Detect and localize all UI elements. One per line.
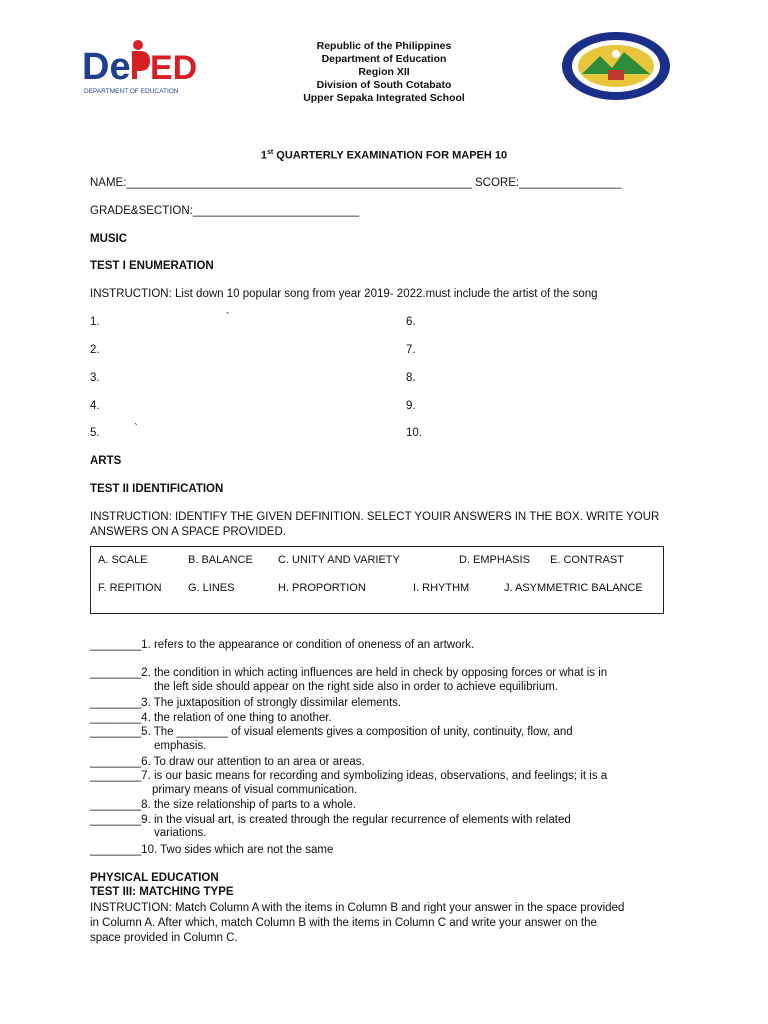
- item-text: 10. Two sides which are not the same: [141, 844, 334, 856]
- answer-blank[interactable]: ________: [90, 770, 142, 782]
- test2-title: TEST II IDENTIFICATION: [90, 483, 224, 495]
- item-text: 1. refers to the appearance or condition of oneness of an artwork.: [141, 639, 475, 651]
- answer-number: 6.: [406, 316, 416, 328]
- school-seal-logo: [560, 30, 672, 102]
- answer-blank[interactable]: ________: [90, 756, 142, 768]
- answer-number: 10.: [406, 427, 422, 439]
- answer-number: 9.: [406, 400, 416, 412]
- header-line: Upper Sepaka Integrated School: [303, 92, 465, 104]
- identification-item: [90, 666, 650, 681]
- name-score-field[interactable]: NAME:______________________________________________________ SCORE:________________: [90, 177, 622, 189]
- choice-item: A. SCALE: [98, 554, 148, 566]
- title-ordinal: 1: [260, 149, 267, 162]
- answer-blank[interactable]: ________: [90, 712, 142, 724]
- identification-item: [90, 711, 650, 726]
- stray-mark: `: [134, 423, 138, 435]
- test3-instruction: INSTRUCTION: Match Column A with the items in Column B and right your answer in the space provided: [90, 902, 625, 914]
- title-text: QUARTERLY EXAMINATION FOR MAPEH 10: [273, 149, 508, 162]
- identification-item: [90, 755, 650, 770]
- pe-heading: PHYSICAL EDUCATION: [90, 872, 219, 884]
- item-text-cont: emphasis.: [154, 740, 207, 752]
- item-text-cont: the left side should appear on the right side also in order to achieve equilibrium.: [154, 681, 559, 693]
- choice-item: F. REPITION: [98, 582, 162, 594]
- item-text: 4. the relation of one thing to another.: [141, 712, 332, 724]
- arts-heading: ARTS: [90, 455, 122, 467]
- item-text: 9. in the visual art, is created through the regular recurrence of elements with related: [141, 814, 571, 826]
- test3-instruction-cont: space provided in Column C.: [90, 932, 238, 944]
- choice-item: C. UNITY AND VARIETY: [278, 554, 400, 566]
- item-text: 2. the condition in which acting influences are held in check by opposing forces or what is in: [141, 667, 608, 679]
- test2-instruction: INSTRUCTION: IDENTIFY THE GIVEN DEFINITION. SELECT YOUIR ANSWERS IN THE BOX. WRITE YOUR: [90, 511, 660, 523]
- choice-item: H. PROPORTION: [278, 582, 366, 594]
- header-line: Department of Education: [321, 53, 447, 65]
- identification-item: [90, 843, 650, 858]
- answer-blank[interactable]: ________: [90, 814, 142, 826]
- choice-item: E. CONTRAST: [550, 554, 624, 566]
- deped-subtext: DEPARTMENT OF EDUCATION: [84, 88, 179, 95]
- answer-number: 4.: [90, 400, 100, 412]
- item-text: 8. the size relationship of parts to a whole.: [141, 799, 356, 811]
- item-text: 5. The ________ of visual elements gives a composition of unity, continuity, flow, and: [141, 726, 573, 738]
- choice-item: D. EMPHASIS: [459, 554, 530, 566]
- choice-item: I. RHYTHM: [413, 582, 470, 594]
- test2-instruction-cont: ANSWERS ON A SPACE PROVIDED.: [90, 526, 286, 538]
- identification-item: [90, 725, 650, 740]
- answer-blank[interactable]: ________: [90, 697, 142, 709]
- answer-number: 2.: [90, 344, 100, 356]
- exam-title: [0, 149, 768, 162]
- answer-blank[interactable]: ________: [90, 844, 142, 856]
- music-heading: MUSIC: [90, 233, 128, 245]
- identification-item: [90, 813, 650, 828]
- item-text: 6. To draw our attention to an area or areas.: [141, 756, 365, 768]
- identification-item: [90, 696, 650, 711]
- item-text-cont: variations.: [154, 827, 207, 839]
- answer-blank[interactable]: ________: [90, 667, 142, 679]
- answer-blank[interactable]: ________: [90, 639, 142, 651]
- header-line: Division of South Cotabato: [316, 79, 452, 91]
- choice-item: J. ASYMMETRIC BALANCE: [504, 582, 643, 594]
- item-text-cont: primary means of visual communication.: [152, 784, 358, 796]
- answer-choices-box: [90, 546, 664, 614]
- header-line: Republic of the Philippines: [316, 40, 452, 52]
- grade-section-field[interactable]: GRADE&SECTION:__________________________: [90, 205, 360, 217]
- choice-item: G. LINES: [188, 582, 235, 594]
- identification-item: [90, 798, 650, 813]
- choice-item: B. BALANCE: [188, 554, 253, 566]
- item-text: 3. The juxtaposition of strongly dissimilar elements.: [141, 697, 402, 709]
- item-text: 7. is our basic means for recording and symbolizing ideas, observations, and feelings; it is a: [141, 770, 608, 782]
- header-line: Region XII: [358, 66, 410, 78]
- svg-text:De: De: [82, 46, 131, 88]
- answer-blank[interactable]: ________: [90, 799, 142, 811]
- identification-item: [90, 769, 650, 784]
- answer-number: 7.: [406, 344, 416, 356]
- answer-blank[interactable]: ________: [90, 726, 142, 738]
- answer-number: 1.: [90, 316, 100, 328]
- test1-title: TEST I ENUMERATION: [90, 260, 214, 272]
- test3-instruction-cont: in Column A. After which, match Column B with the items in Column C and write your answer on the: [90, 917, 597, 929]
- stray-mark: `: [226, 312, 230, 324]
- answer-number: 8.: [406, 372, 416, 384]
- test3-title: TEST III: MATCHING TYPE: [90, 886, 234, 898]
- answer-number: 3.: [90, 372, 100, 384]
- test1-instruction: INSTRUCTION: List down 10 popular song from year 2019- 2022.must include the artist of the song: [90, 288, 598, 300]
- answer-number: 5.: [90, 427, 100, 439]
- title-ordinal-suffix: st: [267, 149, 274, 156]
- svg-text:ED: ED: [150, 49, 198, 87]
- identification-item: [90, 638, 650, 653]
